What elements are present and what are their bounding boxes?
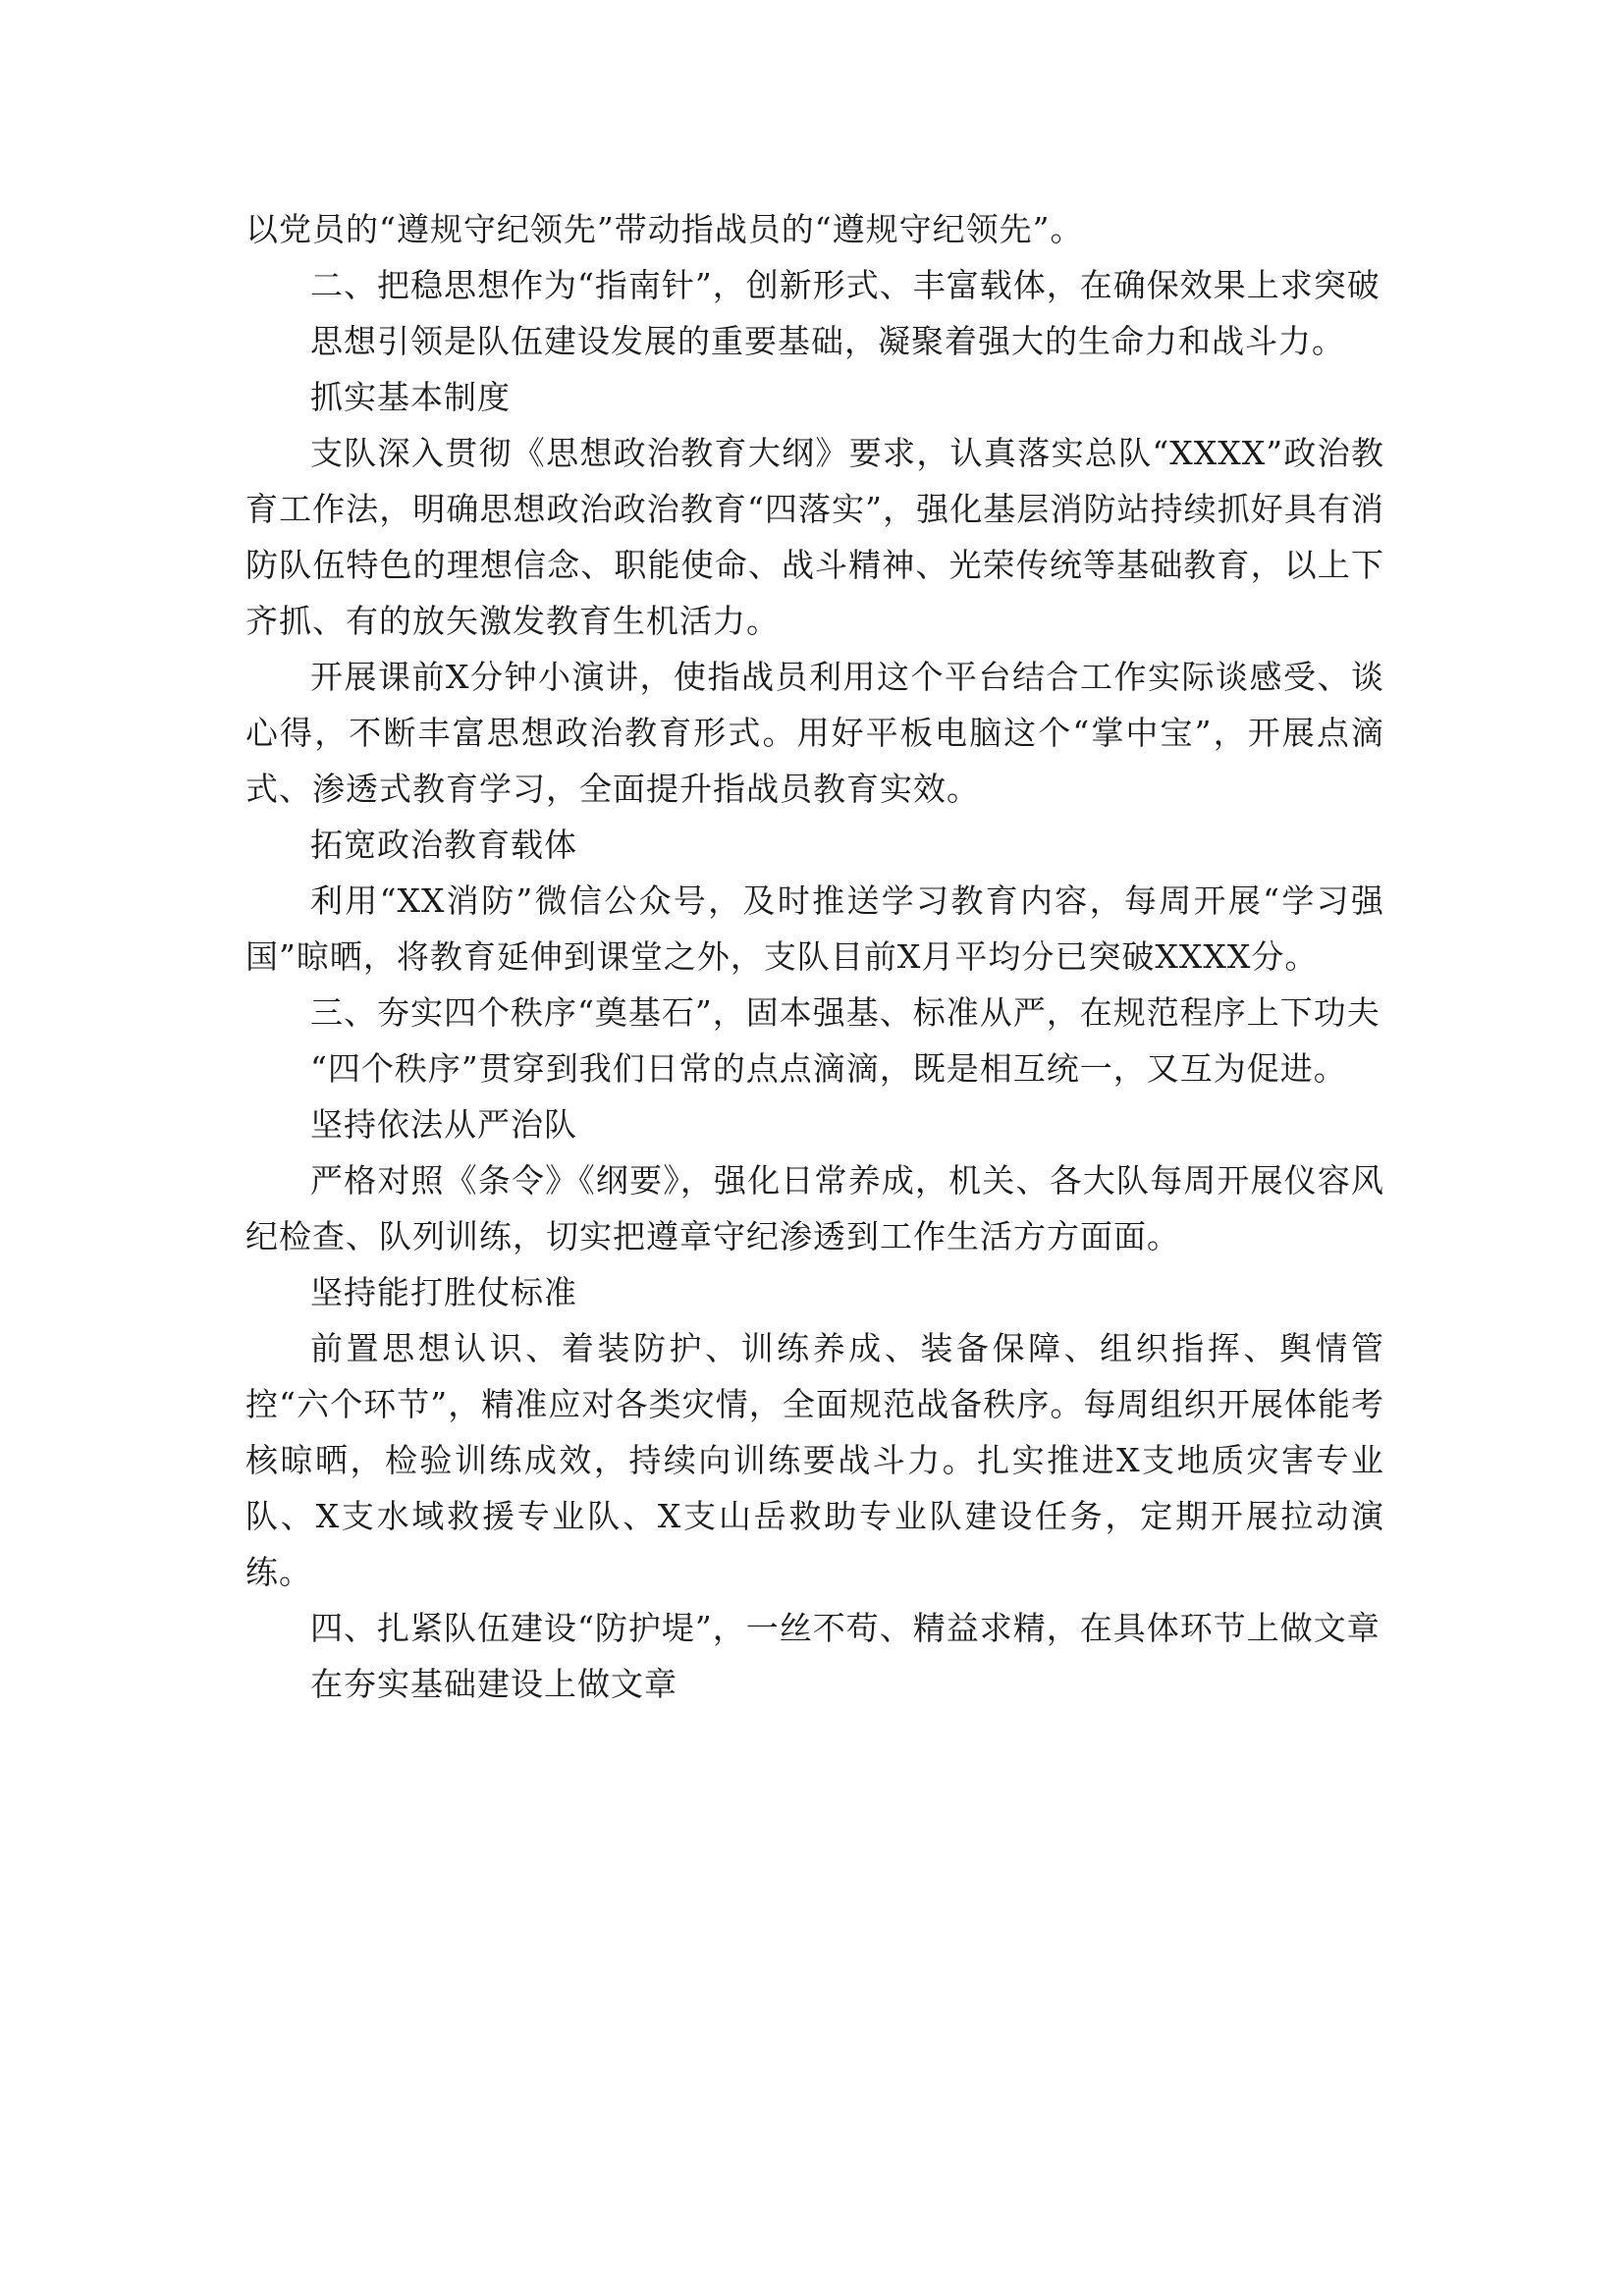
paragraph-body: 支队深入贯彻《思想政治教育大纲》要求，认真落实总队“XXXX”政治教育工作法，明确思想政治政治教育“四落实”，强化基层消防站持续抓好具有消防队伍特色的理想信念、职能使命、战斗精神、光荣传统等基础教育，以上下齐抓、有的放矢激发教育生机活力。 — [245, 434, 1384, 640]
subheading: 在夯实基础建设上做文章 — [310, 1665, 677, 1703]
section-heading-2: 二、把稳思想作为“指南针”，创新形式、丰富载体，在确保效果上求突破 — [310, 266, 1380, 304]
paragraph-body: 利用“XX消防”微信公众号，及时推送学习教育内容，每周开展“学习强国”晾晒，将教育延伸到课堂之外，支队目前X月平均分已突破XXXX分。 — [245, 881, 1384, 976]
subheading: 坚持能打胜仗标准 — [310, 1273, 577, 1311]
document-page — [245, 201, 1384, 1712]
section-heading-3: 三、夯实四个秩序“奠基石”，固本强基、标准从严，在规范程序上下功夫 — [310, 993, 1380, 1032]
paragraph-body: 前置思想认识、着装防护、训练养成、装备保障、组织指挥、舆情管控“六个环节”，精准应对各类灾情，全面规范战备秩序。每周组织开展体能考核晾晒，检验训练成效，持续向训练要战斗力。扎实推进X支地质灾害专业队、X支水域救援专业队、X支山岳救助专业队建设任务，定期开展拉动演练。 — [245, 1329, 1384, 1591]
subheading: 拓宽政治教育载体 — [310, 826, 577, 864]
paragraph-body: 思想引领是队伍建设发展的重要基础，凝聚着强大的生命力和战斗力。 — [310, 322, 1345, 360]
paragraph-body: 严格对照《条令》《纲要》，强化日常养成，机关、各大队每周开展仪容风纪检查、队列训练，切实把遵章守纪渗透到工作生活方方面面。 — [245, 1161, 1384, 1255]
subheading: 抓实基本制度 — [310, 378, 511, 416]
paragraph-body: “四个秩序”贯穿到我们日常的点点滴滴，既是相互统一，又互为促进。 — [310, 1049, 1347, 1088]
section-heading-4: 四、扎紧队伍建设“防护堤”，一丝不苟、精益求精，在具体环节上做文章 — [310, 1609, 1380, 1647]
paragraph-body: 以党员的“遵规守纪领先”带动指战员的“遵规守纪领先”。 — [245, 210, 1084, 248]
paragraph-body: 开展课前X分钟小演讲，使指战员利用这个平台结合工作实际谈感受、谈心得，不断丰富思想政治教育形式。用好平板电脑这个“掌中宝”，开展点滴式、渗透式教育学习，全面提升指战员教育实效。 — [245, 658, 1384, 808]
subheading: 坚持依法从严治队 — [310, 1105, 577, 1144]
